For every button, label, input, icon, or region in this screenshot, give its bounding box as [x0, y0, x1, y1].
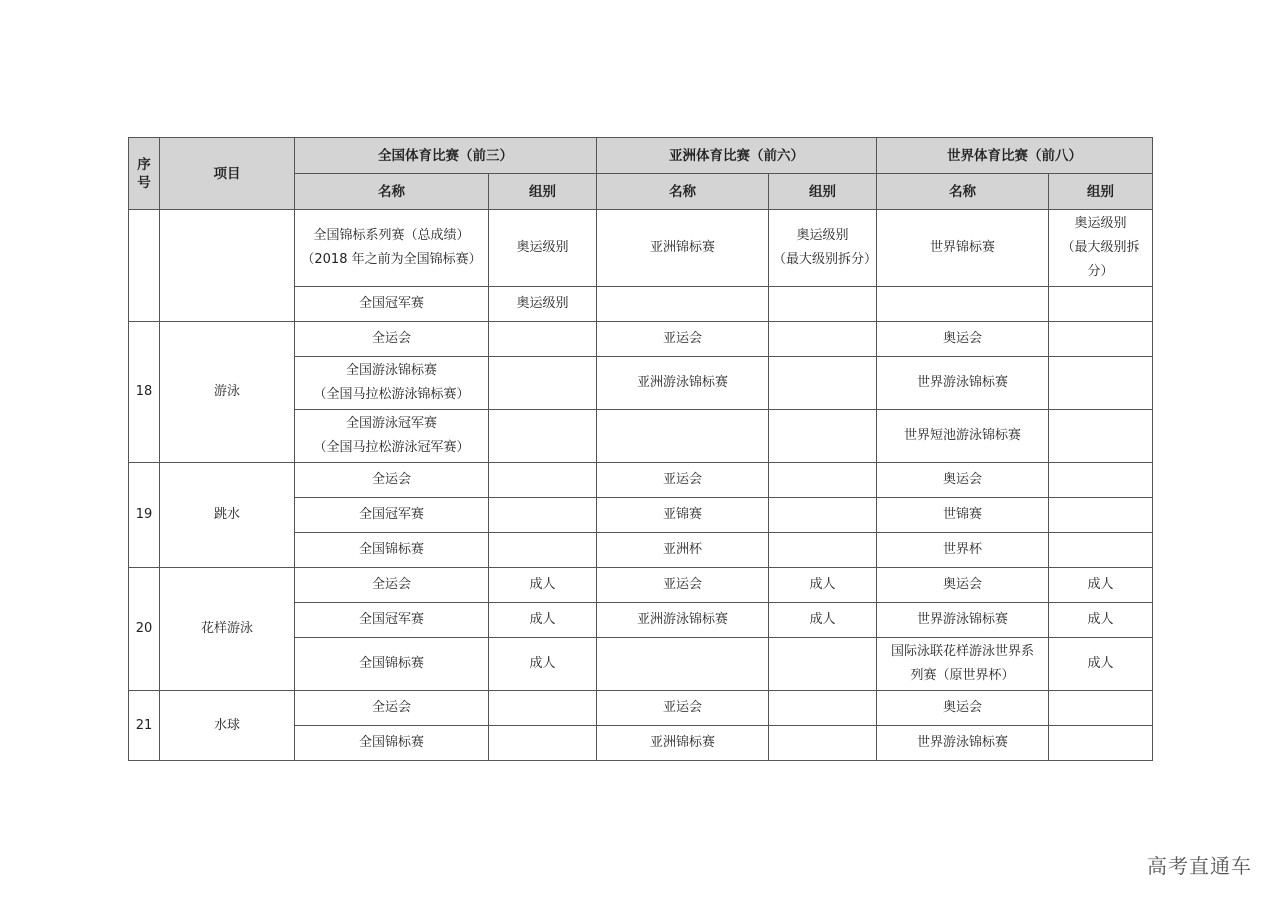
national-name-cell: 全国锦标赛 — [295, 533, 489, 568]
world-group-cell: 成人 — [1049, 603, 1153, 638]
asia-name-cell — [597, 287, 769, 322]
world-group-cell — [1049, 357, 1153, 410]
asia-name-cell: 亚运会 — [597, 463, 769, 498]
table-row — [129, 322, 1153, 357]
asia-group-cell — [769, 287, 877, 322]
national-name-cell: 全国游泳锦标赛 （全国马拉松游泳锦标赛） — [295, 357, 489, 410]
asia-name-cell: 亚洲游泳锦标赛 — [597, 357, 769, 410]
world-group-cell — [1049, 410, 1153, 463]
subheader-name: 名称 — [295, 174, 489, 210]
national-group-cell: 成人 — [489, 638, 597, 691]
world-name-cell: 世界游泳锦标赛 — [877, 726, 1049, 761]
col-header-item: 项目 — [160, 138, 295, 210]
item-cell: 水球 — [160, 691, 295, 761]
asia-group-cell — [769, 410, 877, 463]
asia-group-cell — [769, 498, 877, 533]
world-group-cell — [1049, 287, 1153, 322]
item-cell: 游泳 — [160, 322, 295, 463]
world-name-cell: 世界杯 — [877, 533, 1049, 568]
national-group-cell: 奥运级别 — [489, 287, 597, 322]
col-header-asia: 亚洲体育比赛（前六） — [597, 138, 877, 174]
asia-group-cell — [769, 638, 877, 691]
seq-cell: 20 — [129, 568, 160, 691]
header-row-1 — [129, 138, 1153, 174]
national-group-cell — [489, 691, 597, 726]
national-name-cell: 全国游泳冠军赛 （全国马拉松游泳冠军赛） — [295, 410, 489, 463]
national-group-cell: 奥运级别 — [489, 210, 597, 287]
subheader-name: 名称 — [597, 174, 769, 210]
world-name-cell: 世界锦标赛 — [877, 210, 1049, 287]
asia-name-cell: 亚运会 — [597, 322, 769, 357]
asia-name-cell — [597, 410, 769, 463]
national-group-cell — [489, 322, 597, 357]
national-group-cell: 成人 — [489, 568, 597, 603]
world-name-cell: 世界游泳锦标赛 — [877, 357, 1049, 410]
world-group-cell — [1049, 322, 1153, 357]
national-group-cell — [489, 498, 597, 533]
asia-name-cell: 亚洲杯 — [597, 533, 769, 568]
national-group-cell — [489, 357, 597, 410]
national-name-cell: 全运会 — [295, 463, 489, 498]
asia-group-cell — [769, 691, 877, 726]
asia-name-cell — [597, 638, 769, 691]
subheader-group: 组别 — [769, 174, 877, 210]
seq-cell — [129, 210, 160, 322]
national-name-cell: 全国冠军赛 — [295, 603, 489, 638]
asia-name-cell: 亚运会 — [597, 691, 769, 726]
world-name-cell: 奥运会 — [877, 322, 1049, 357]
table-row — [129, 463, 1153, 498]
col-header-seq: 序 号 — [129, 138, 160, 210]
world-group-cell: 奥运级别 （最大级别拆分） — [1049, 210, 1153, 287]
asia-group-cell — [769, 726, 877, 761]
national-group-cell — [489, 463, 597, 498]
world-name-cell — [877, 287, 1049, 322]
national-name-cell: 全运会 — [295, 322, 489, 357]
national-name-cell: 全运会 — [295, 568, 489, 603]
asia-name-cell: 亚洲游泳锦标赛 — [597, 603, 769, 638]
subheader-group: 组别 — [1049, 174, 1153, 210]
item-cell — [160, 210, 295, 322]
national-group-cell — [489, 726, 597, 761]
asia-name-cell: 亚洲锦标赛 — [597, 726, 769, 761]
asia-name-cell: 亚运会 — [597, 568, 769, 603]
asia-group-cell: 奥运级别 （最大级别拆分） — [769, 210, 877, 287]
seq-cell: 18 — [129, 322, 160, 463]
national-name-cell: 全国冠军赛 — [295, 498, 489, 533]
world-group-cell — [1049, 463, 1153, 498]
world-group-cell — [1049, 691, 1153, 726]
world-group-cell: 成人 — [1049, 638, 1153, 691]
asia-group-cell — [769, 322, 877, 357]
asia-name-cell: 亚锦赛 — [597, 498, 769, 533]
subheader-group: 组别 — [489, 174, 597, 210]
world-name-cell: 世锦赛 — [877, 498, 1049, 533]
world-group-cell: 成人 — [1049, 568, 1153, 603]
world-name-cell: 奥运会 — [877, 568, 1049, 603]
col-header-world: 世界体育比赛（前八） — [877, 138, 1153, 174]
world-group-cell — [1049, 726, 1153, 761]
table-row — [129, 568, 1153, 603]
asia-group-cell: 成人 — [769, 603, 877, 638]
item-cell: 花样游泳 — [160, 568, 295, 691]
asia-group-cell — [769, 357, 877, 410]
national-group-cell — [489, 533, 597, 568]
national-group-cell — [489, 410, 597, 463]
national-name-cell: 全国锦标系列赛（总成绩） （2018 年之前为全国锦标赛） — [295, 210, 489, 287]
seq-cell: 19 — [129, 463, 160, 568]
world-group-cell — [1049, 498, 1153, 533]
asia-name-cell: 亚洲锦标赛 — [597, 210, 769, 287]
subheader-name: 名称 — [877, 174, 1049, 210]
table-row — [129, 210, 1153, 287]
world-name-cell: 世界游泳锦标赛 — [877, 603, 1049, 638]
asia-group-cell — [769, 533, 877, 568]
world-name-cell: 世界短池游泳锦标赛 — [877, 410, 1049, 463]
national-name-cell: 全国冠军赛 — [295, 287, 489, 322]
world-name-cell: 奥运会 — [877, 463, 1049, 498]
world-name-cell: 国际泳联花样游泳世界系 列赛（原世界杯） — [877, 638, 1049, 691]
asia-group-cell — [769, 463, 877, 498]
watermark-text: 高考直通车 — [1147, 854, 1252, 878]
seq-cell: 21 — [129, 691, 160, 761]
national-name-cell: 全运会 — [295, 691, 489, 726]
sports-events-table — [128, 137, 1153, 761]
national-name-cell: 全国锦标赛 — [295, 726, 489, 761]
col-header-national: 全国体育比赛（前三） — [295, 138, 597, 174]
national-group-cell: 成人 — [489, 603, 597, 638]
world-group-cell — [1049, 533, 1153, 568]
item-cell: 跳水 — [160, 463, 295, 568]
asia-group-cell: 成人 — [769, 568, 877, 603]
national-name-cell: 全国锦标赛 — [295, 638, 489, 691]
world-name-cell: 奥运会 — [877, 691, 1049, 726]
table-row — [129, 691, 1153, 726]
